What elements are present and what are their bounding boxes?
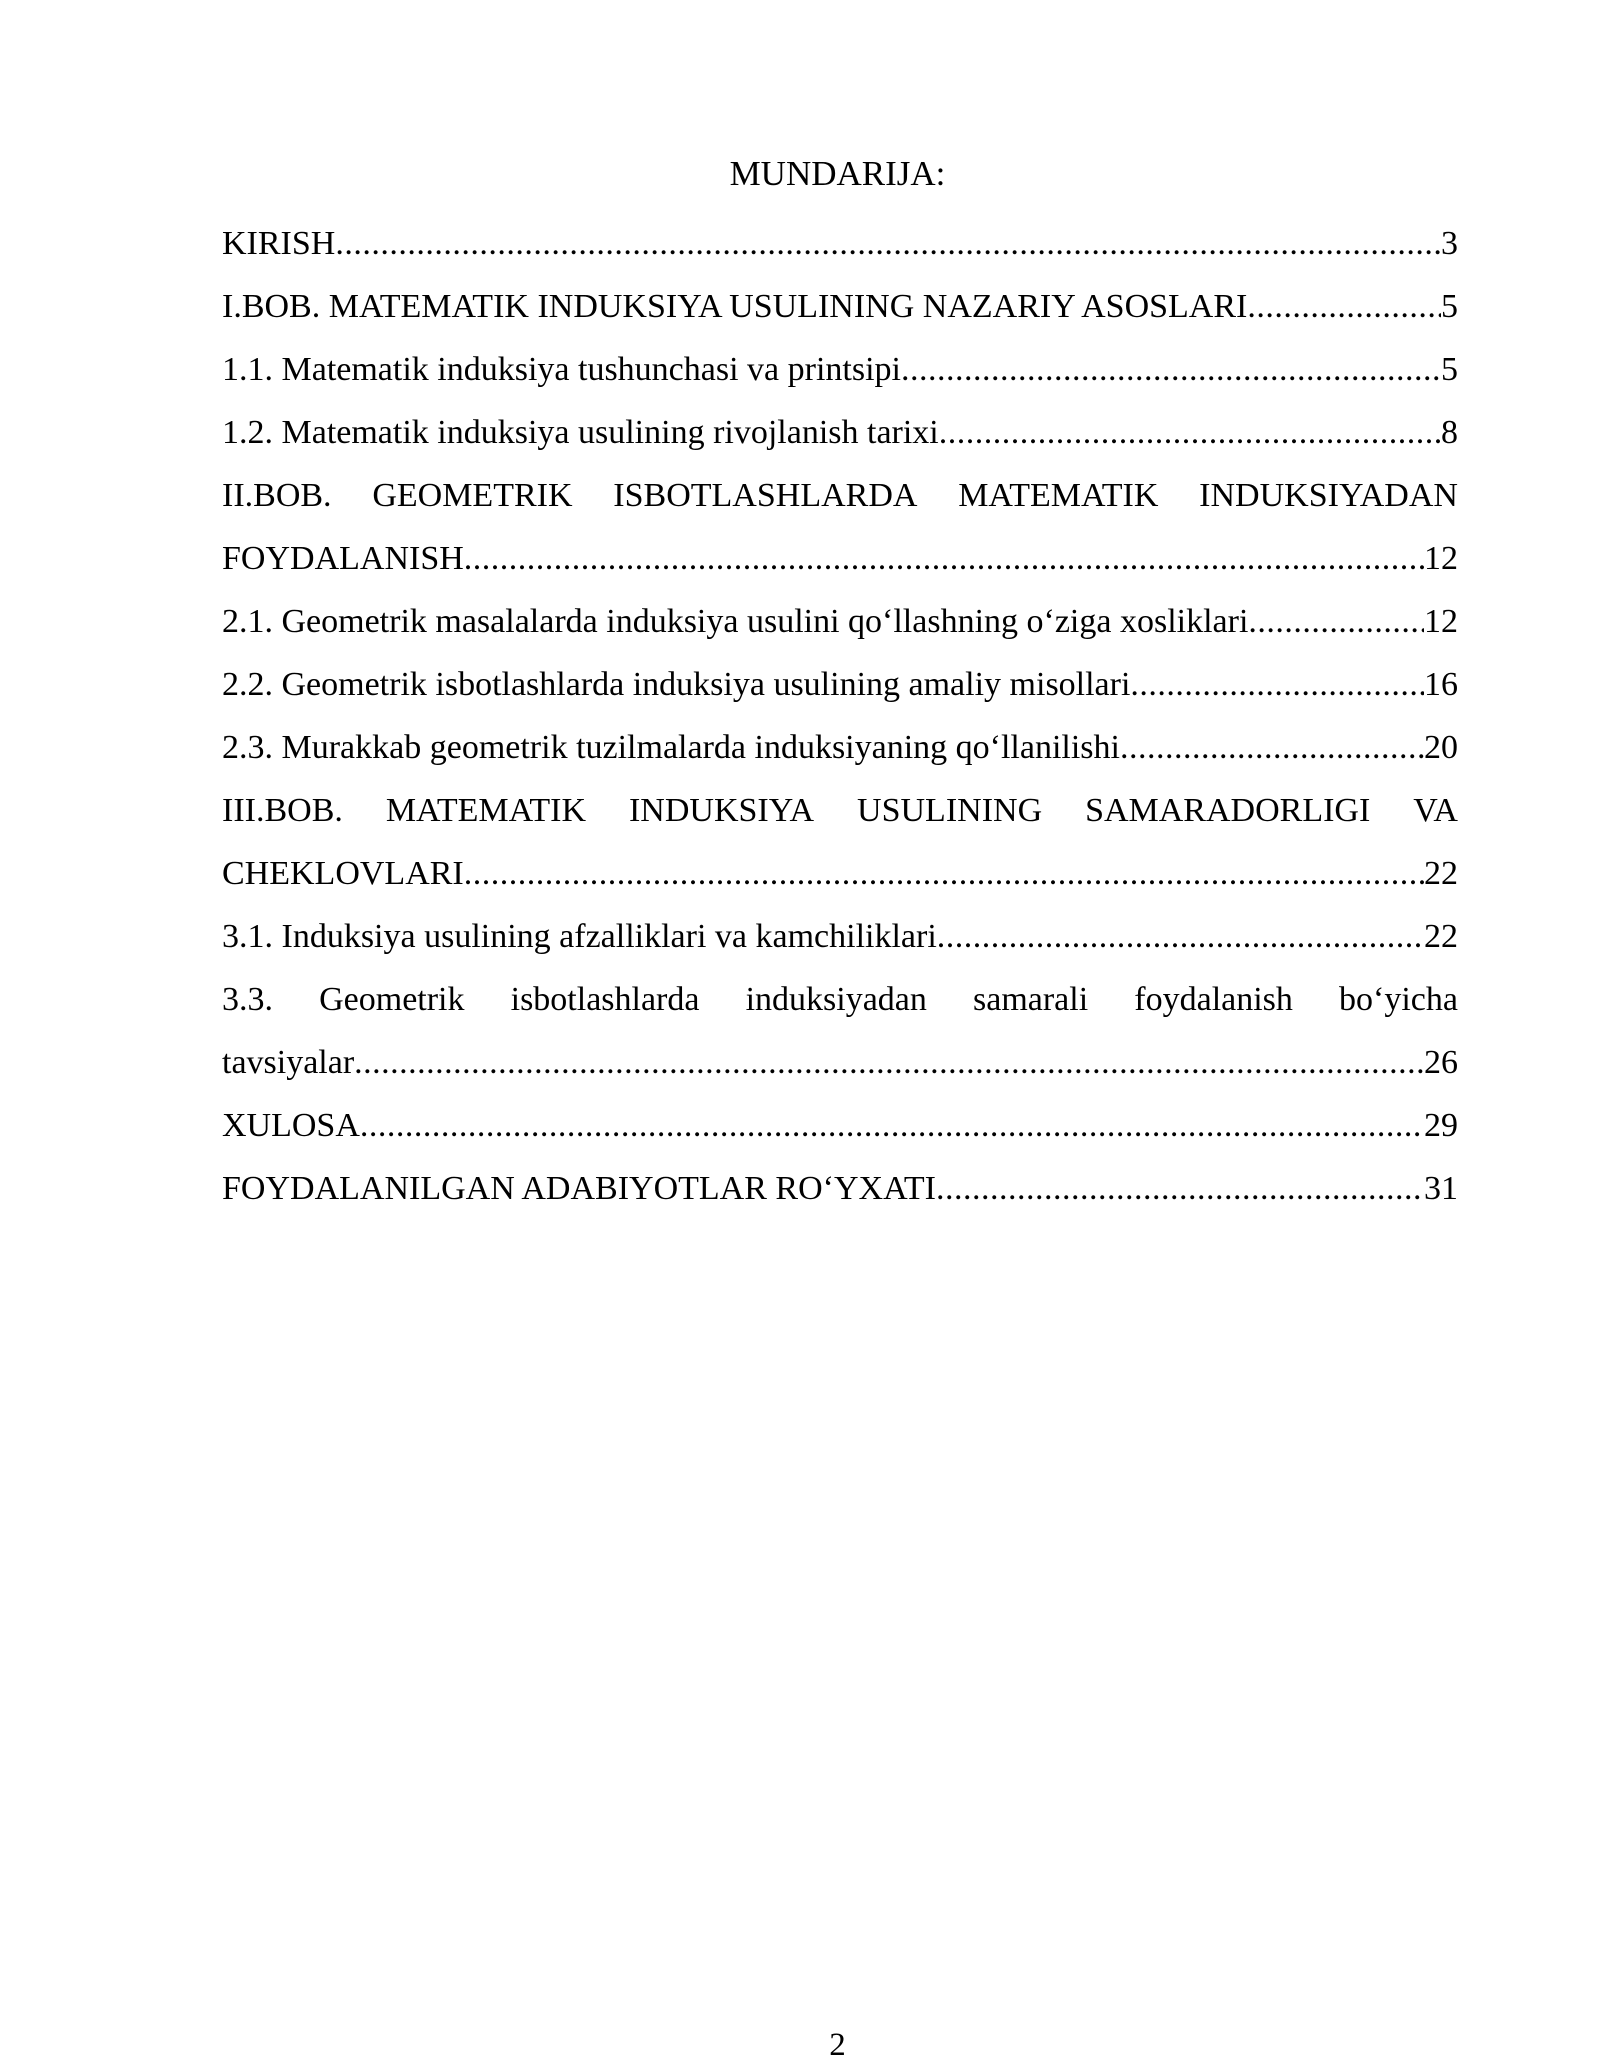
toc-word: INDUKSIYA	[628, 792, 815, 829]
toc-dot-leader	[1247, 275, 1441, 338]
toc-word: SAMARADORLIGI	[1085, 792, 1371, 829]
toc-entry-title: CHEKLOVLARI	[222, 855, 464, 892]
toc-word: samarali	[973, 981, 1089, 1018]
toc-word: II.BOB.	[222, 477, 332, 514]
toc-entry[interactable]	[222, 716, 1458, 779]
toc-entry-title: 2.3. Murakkab geometrik tuzilmalarda induksiyaning qo‘llanilishi	[222, 729, 1120, 766]
toc-entry[interactable]	[222, 338, 1458, 401]
toc-dot-leader	[1120, 716, 1424, 779]
toc-entry[interactable]	[222, 905, 1458, 968]
toc-entry-title-line	[222, 779, 1458, 842]
toc-entry[interactable]	[222, 464, 1458, 590]
toc-entry[interactable]	[222, 968, 1458, 1094]
toc-entry[interactable]	[222, 590, 1458, 653]
toc-entry-title: I.BOB. MATEMATIK INDUKSIYA USULINING NAZARIY ASOSLARI	[222, 288, 1248, 325]
toc-entry-title: 2.1. Geometrik masalalarda induksiya usulini qo‘llashning o‘ziga xosliklari	[222, 603, 1249, 640]
toc-word: ISBOTLASHLARDA	[613, 477, 918, 514]
toc-word: GEOMETRIK	[372, 477, 573, 514]
toc-dot-leader	[939, 401, 1441, 464]
toc-word: III.BOB.	[222, 792, 343, 829]
toc-entry[interactable]	[222, 401, 1458, 464]
toc-dot-leader	[936, 1157, 1424, 1220]
toc-word: INDUKSIYADAN	[1199, 477, 1458, 514]
toc-entry-title: 1.2. Matematik induksiya usulining rivojlanish tarixi	[222, 414, 939, 451]
toc-page-number: 22	[1424, 918, 1458, 955]
toc-entry-title: KIRISH	[222, 225, 336, 262]
toc-page-number: 5	[1441, 351, 1458, 388]
toc-entry-title: 1.1. Matematik induksiya tushunchasi va printsipi	[222, 351, 901, 388]
toc-dot-leader	[354, 1031, 1424, 1094]
toc-word: foydalanish	[1134, 981, 1293, 1018]
toc-word: USULINING	[857, 792, 1043, 829]
toc-entry[interactable]	[222, 653, 1458, 716]
toc-entry-title-line	[222, 464, 1458, 527]
toc-page-number: 8	[1441, 414, 1458, 451]
toc-entry[interactable]	[222, 1157, 1458, 1220]
toc-word: Geometrik	[319, 981, 465, 1018]
toc-page-number: 5	[1441, 288, 1458, 325]
toc-entry-title: 3.1. Induksiya usulining afzalliklari va kamchiliklari	[222, 918, 937, 955]
toc-entry[interactable]	[222, 1094, 1458, 1157]
toc-entry-title: XULOSA	[222, 1107, 360, 1144]
toc-page-number: 22	[1424, 855, 1458, 892]
toc-entry[interactable]	[222, 275, 1458, 338]
toc-dot-leader	[360, 1094, 1424, 1157]
toc-dot-leader	[1130, 653, 1424, 716]
table-of-contents	[222, 212, 1458, 1220]
toc-entry[interactable]	[222, 212, 1458, 275]
toc-dot-leader	[464, 842, 1424, 905]
toc-page-number: 12	[1424, 603, 1458, 640]
toc-page-number: 16	[1424, 666, 1458, 703]
toc-page-number: 20	[1424, 729, 1458, 766]
toc-word: 3.3.	[222, 981, 273, 1018]
toc-page-number: 26	[1424, 1044, 1458, 1081]
toc-word: induksiyadan	[745, 981, 927, 1018]
page-number: 2	[829, 2027, 846, 2063]
toc-dot-leader	[937, 905, 1424, 968]
toc-page-number: 3	[1441, 225, 1458, 262]
page-title: MUNDARIJA:	[729, 154, 946, 193]
toc-page-number: 29	[1424, 1107, 1458, 1144]
toc-word: isbotlashlarda	[510, 981, 700, 1018]
toc-entry-title-line	[222, 968, 1458, 1031]
toc-entry-title: tavsiyalar	[222, 1044, 355, 1081]
toc-dot-leader	[464, 527, 1424, 590]
toc-dot-leader	[901, 338, 1441, 401]
toc-word: VA	[1413, 792, 1458, 829]
toc-dot-leader	[1248, 590, 1424, 653]
toc-entry-title: FOYDALANISH	[222, 540, 464, 577]
toc-entry-title: FOYDALANILGAN ADABIYOTLAR RO‘YXATI	[222, 1170, 936, 1207]
toc-entry[interactable]	[222, 779, 1458, 905]
toc-page-number: 12	[1424, 540, 1458, 577]
toc-entry-title: 2.2. Geometrik isbotlashlarda induksiya usulining amaliy misollari	[222, 666, 1131, 703]
toc-dot-leader	[335, 212, 1441, 275]
toc-word: MATEMATIK	[385, 792, 587, 829]
toc-page-number: 31	[1424, 1170, 1458, 1207]
toc-word: bo‘yicha	[1339, 981, 1458, 1018]
toc-word: MATEMATIK	[958, 477, 1159, 514]
